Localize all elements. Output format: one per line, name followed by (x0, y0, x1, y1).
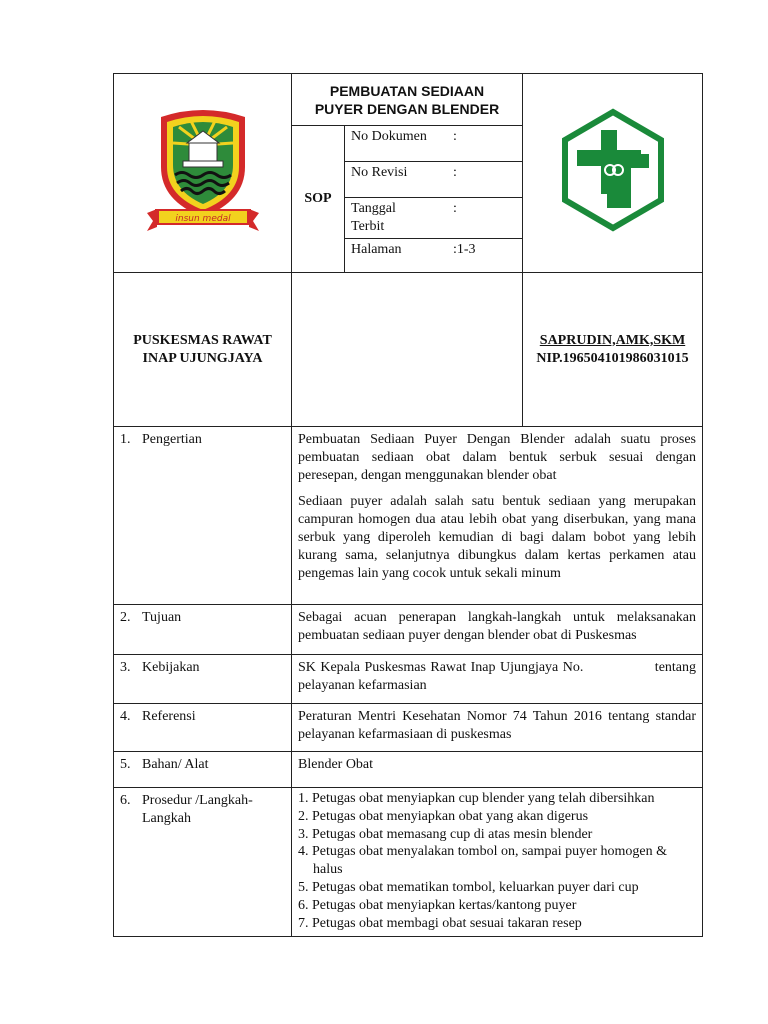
procedure-steps (298, 790, 696, 932)
section-row (114, 752, 703, 788)
regency-shield-logo (143, 105, 263, 235)
section-row (114, 605, 703, 655)
section-label: 3. Kebijakan (114, 655, 292, 704)
puskesmas-logo (557, 108, 669, 232)
meta-tanggal-terbit: Tanggal Terbit: (345, 198, 523, 239)
section-content-tujuan: Sebagai acuan penerapan langkah-langkah untuk melaksanakan pembuatan sediaan puyer dengan blender obat di Puskesmas (292, 605, 703, 655)
section-label: 4. Referensi (114, 704, 292, 752)
section-row (114, 788, 703, 937)
sop-document-table (113, 73, 703, 937)
puskesmas-logo-cell (523, 74, 703, 273)
meta-halaman: Halaman :1-3 (345, 239, 523, 273)
puskesmas-name: PUSKESMAS RAWAT INAP UJUNGJAYA (114, 273, 292, 427)
sop-label: SOP (292, 126, 345, 273)
list-item: 5. Petugas obat mematikan tombol, keluarkan puyer dari cup (298, 879, 639, 895)
list-item: 2. Petugas obat menyiapkan obat yang akan digerus (298, 808, 589, 824)
section-label: 5. Bahan/ Alat (114, 752, 292, 788)
section-label: 1. Pengertian (114, 427, 292, 605)
section-row (114, 704, 703, 752)
regency-logo-cell (114, 74, 292, 273)
section-row (114, 655, 703, 704)
list-item: 1. Petugas obat menyiapkan cup blender yang telah dibersihkan (298, 791, 655, 806)
section-content-bahan-alat: Blender Obat (292, 752, 703, 788)
signer-block (523, 273, 703, 427)
meta-no-revisi: No Revisi : (345, 162, 523, 198)
section-content-kebijakan: SK Kepala Puskesmas Rawat Inap Ujungjaya No. tentang pelayanan kefarmasian (292, 655, 703, 704)
section-label: 6. Prosedur /Langkah-Langkah (114, 788, 292, 937)
signer-name: SAPRUDIN,AMK,SKM (539, 332, 686, 348)
list-item: 4. Petugas obat menyalakan tombol on, sampai puyer homogen & halus (298, 844, 667, 878)
list-item: 6. Petugas obat menyiapkan kertas/kantong puyer (298, 897, 577, 913)
section-content-pengertian: Pembuatan Sediaan Puyer Dengan Blender adalah suatu proses pembuatan sediaan obat dalam bentuk serbuk sesuai dengan peresepan, dengan menggunakan blender obat Sediaan puyer adalah salah satu bentuk sediaan yang merupakan campuran homogen dua atau lebih obat yang diserbukan, yang mana serbuk yang diperoleh kemudian di bagi dalam bobot yang lebih kurang sama, selanjutnya dibungkus dalam kertas perkamen atau pengemas lain yang cocok untuk sekali minum (292, 427, 703, 605)
document-title: PEMBUATAN SEDIAAN PUYER DENGAN BLENDER (292, 74, 523, 126)
list-item: 7. Petugas obat membagi obat sesuai takaran resep (298, 915, 582, 931)
section-content-prosedur (292, 788, 703, 937)
section-content-referensi: Peraturan Mentri Kesehatan Nomor 74 Tahun 2016 tentang standar pelayanan kefarmasiaan di puskesmas (292, 704, 703, 752)
section-label: 2. Tujuan (114, 605, 292, 655)
list-item: 3. Petugas obat memasang cup di atas mesin blender (298, 826, 593, 842)
section-row (114, 427, 703, 605)
logo-banner-text: insun medal (174, 214, 231, 224)
meta-no-dokumen: No Dokumen : (345, 126, 523, 162)
signer-nip: NIP.196504101986031015 (536, 350, 689, 366)
signature-blank (292, 273, 523, 427)
